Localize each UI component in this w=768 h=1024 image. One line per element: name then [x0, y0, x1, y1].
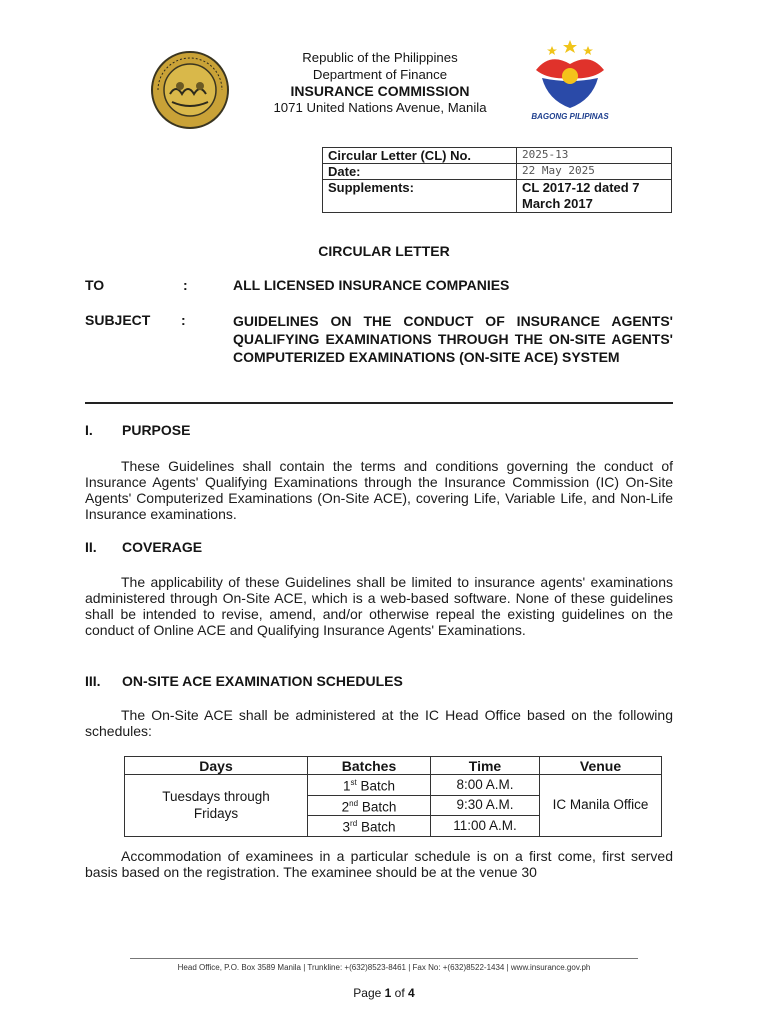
table-row	[125, 775, 662, 796]
time-cell: 8:00 A.M.	[431, 775, 540, 796]
document-title: CIRCULAR LETTER	[318, 243, 450, 259]
cl-number-row	[323, 148, 672, 164]
insurance-commission-seal	[150, 50, 230, 130]
date-value: 22 May 2025	[517, 164, 672, 180]
supplements-row	[323, 180, 672, 213]
section-1-number: I.	[85, 422, 93, 438]
footer-divider	[130, 958, 638, 959]
cl-number-label: Circular Letter (CL) No.	[323, 148, 517, 164]
subject-label: SUBJECT	[85, 312, 151, 328]
batch-cell: 3rd Batch	[308, 816, 431, 837]
bagong-pilipinas-logo	[520, 38, 620, 128]
to-value: ALL LICENSED INSURANCE COMPANIES	[233, 277, 510, 293]
section-2-body: The applicability of these Guidelines shall be limited to insurance agents' examinations administered through On-Site ACE, which is a web-based software. None of these guidelines shall be intended to revise, amend, and/or otherwise repeal the existing guidelines on the conduct of Online ACE and Qualifying Insurance Agents' Examinations.	[85, 574, 673, 638]
time-cell: 9:30 A.M.	[431, 795, 540, 816]
letterhead	[250, 50, 510, 116]
org-name: INSURANCE COMMISSION	[290, 83, 470, 99]
to-label: TO	[85, 277, 105, 293]
schedule-header-row	[125, 757, 662, 775]
venue-cell: IC Manila Office	[540, 775, 662, 837]
header-time: Time	[431, 757, 540, 775]
date-label: Date:	[323, 164, 517, 180]
date-row	[323, 164, 672, 180]
address-line: 1071 United Nations Avenue, Manila	[273, 99, 487, 115]
section-1-body: These Guidelines shall contain the terms and conditions governing the conduct of Insurance Agents' Qualifying Examinations through the Insurance Commission (IC) On-Site Agents' Computerized Examinations (On-Site ACE), covering Life, Variable Life, and Non-Life Insurance examinations.	[85, 458, 673, 522]
days-cell: Tuesdays through Fridays	[125, 775, 308, 837]
bagong-pilipinas-caption: BAGONG PILIPINAS	[531, 112, 609, 121]
batch-cell: 2nd Batch	[308, 795, 431, 816]
time-cell: 11:00 A.M.	[431, 816, 540, 837]
page-number: Page 1 of 4	[353, 986, 415, 1000]
header-days: Days	[125, 757, 308, 775]
section-3-number: III.	[85, 673, 101, 689]
section-1-title: PURPOSE	[122, 422, 191, 438]
section-2-number: II.	[85, 539, 97, 555]
header-venue: Venue	[540, 757, 662, 775]
header-batches: Batches	[308, 757, 431, 775]
supplements-value: CL 2017-12 dated 7 March 2017	[517, 180, 672, 213]
department-line: Department of Finance	[312, 66, 448, 82]
batch-cell: 1st Batch	[308, 775, 431, 796]
to-colon: :	[183, 277, 188, 293]
closing-paragraph: Accommodation of examinees in a particular schedule is on a first come, first served basis based on the registration. The examinee should be at the venue 30	[85, 848, 673, 880]
supplements-label: Supplements:	[323, 180, 517, 213]
section-3-body: The On-Site ACE shall be administered at the IC Head Office based on the following schedules:	[85, 707, 673, 739]
cl-number-value: 2025-13	[517, 148, 672, 164]
republic-line: Republic of the Philippines	[302, 50, 458, 65]
footer-contact: Head Office, P.O. Box 3589 Manila | Trunkline: +(632)8523-8461 | Fax No: +(632)8522-1434 | www.insurance.gov.ph	[177, 963, 591, 972]
circular-info-table	[322, 147, 672, 213]
header-divider	[85, 402, 673, 404]
subject-value: GUIDELINES ON THE CONDUCT OF INSURANCE AGENTS' QUALIFYING EXAMINATIONS THROUGH THE ON-SITE AGENTS' COMPUTERIZED EXAMINATIONS (ON-SITE ACE) SYSTEM	[233, 313, 673, 365]
schedule-table	[124, 756, 662, 837]
section-3-title: ON-SITE ACE EXAMINATION SCHEDULES	[122, 673, 403, 689]
section-2-title: COVERAGE	[122, 539, 203, 555]
subject-colon: :	[181, 312, 186, 328]
